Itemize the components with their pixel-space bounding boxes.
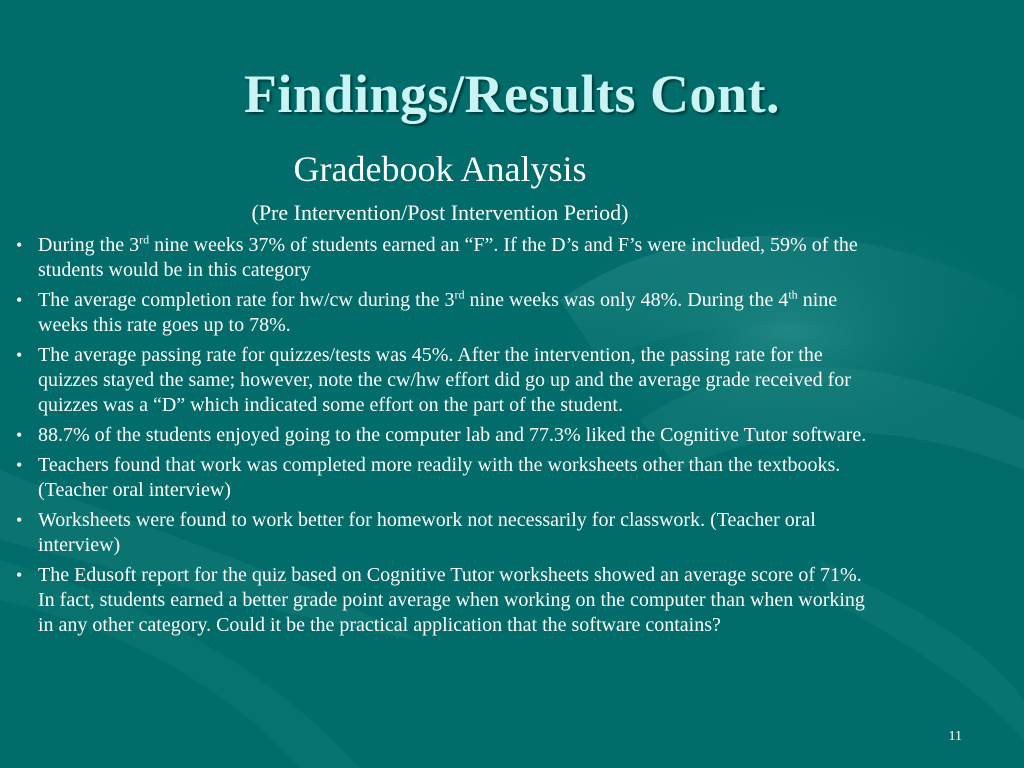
bullet-item: [14, 563, 870, 638]
bullet-text: Teachers found that work was completed more readily with the worksheets other than the textbooks. (Teacher oral interview): [38, 454, 841, 501]
bullet-text: nine weeks this rate goes up to 78%.: [38, 289, 838, 336]
bullet-text: During the 3: [38, 234, 140, 256]
ordinal-suffix: rd: [454, 287, 465, 302]
bullet-icon: •: [16, 455, 23, 475]
ordinal-suffix: th: [788, 287, 798, 302]
bullet-icon: •: [16, 235, 23, 255]
bullet-text: nine weeks 37% of students earned an “F”. If the D’s and F’s were included, 59% of the students would be in this category: [38, 234, 858, 281]
bullet-text: The Edusoft report for the quiz based on Cognitive Tutor worksheets showed an average score of 71%. In fact, students earned a better grade point average when working on the computer than when working in any other category. Could it be the practical application that the software contains?: [38, 564, 865, 636]
bullet-text: Worksheets were found to work better for homework not necessarily for classwork. (Teacher oral interview): [38, 509, 816, 556]
bullet-text: The average completion rate for hw/cw during the 3: [38, 289, 455, 311]
bullet-item: [14, 343, 870, 418]
bullet-icon: •: [16, 345, 23, 365]
slide-subnote: (Pre Intervention/Post Intervention Period): [251, 200, 629, 225]
bullet-icon: •: [16, 290, 23, 310]
ordinal-suffix: rd: [139, 232, 150, 247]
bullet-item: [14, 508, 870, 558]
page-number: 11: [948, 729, 962, 744]
bullet-icon: •: [16, 510, 23, 530]
bullet-item: [14, 423, 870, 448]
slide-title: Findings/Results Cont.: [243, 64, 781, 124]
bullet-icon: •: [16, 565, 23, 585]
bullet-text: nine weeks was only 48%. During the 4: [464, 289, 789, 311]
slide-subtitle: Gradebook Analysis: [293, 149, 587, 189]
bullet-text: The average passing rate for quizzes/tests was 45%. After the intervention, the passing rate for the quizzes stayed the same; however, note the cw/hw effort did go up and the average grade received for quizzes was a “D” which indicated some effort on the part of the student.: [38, 344, 851, 416]
bullet-item: [14, 233, 870, 283]
bullet-item: [14, 288, 870, 338]
bullet-item: [14, 453, 870, 503]
bullet-list: [14, 233, 870, 643]
bullet-icon: •: [16, 425, 23, 445]
bullet-text: 88.7% of the students enjoyed going to the computer lab and 77.3% liked the Cognitive Tutor software.: [38, 424, 867, 446]
